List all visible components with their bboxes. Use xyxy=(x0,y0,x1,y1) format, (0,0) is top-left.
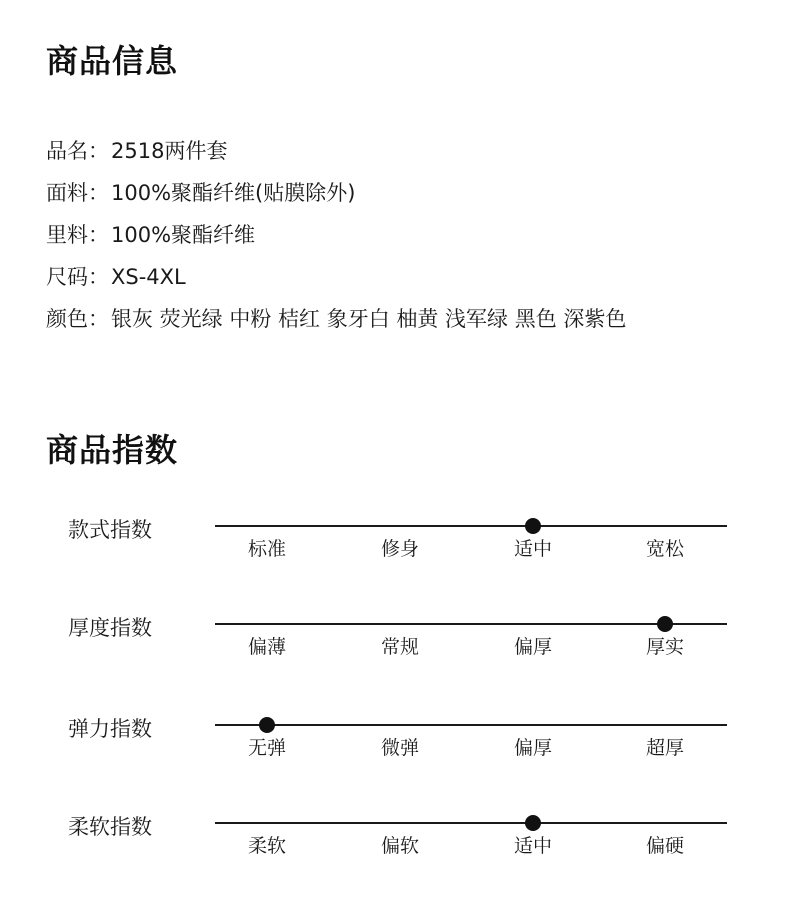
scale-indicator-dot xyxy=(259,717,275,733)
info-row-size xyxy=(46,256,626,298)
tick-label: 偏软 xyxy=(380,835,419,857)
tick-label: 宽松 xyxy=(645,538,684,560)
info-value: 2518两件套 xyxy=(111,139,228,163)
info-label: 面料 xyxy=(46,181,88,205)
index-row-elasticity xyxy=(0,716,790,786)
tick-label: 适中 xyxy=(513,835,552,857)
tick-label: 修身 xyxy=(380,538,419,560)
tick-label: 超厚 xyxy=(645,737,684,759)
section-title-product-info: 商品信息 xyxy=(46,42,179,80)
section-title-product-index: 商品指数 xyxy=(46,431,179,469)
index-label: 柔软指数 xyxy=(68,815,152,839)
info-value: 银灰 荧光绿 中粉 桔红 象牙白 柚黄 浅军绿 黑色 深紫色 xyxy=(111,307,627,331)
info-separator: ： xyxy=(88,181,109,205)
tick-label: 偏薄 xyxy=(247,636,286,658)
info-value: 100%聚酯纤维(贴膜除外) xyxy=(111,181,356,205)
index-row-softness xyxy=(0,814,790,884)
tick-label: 常规 xyxy=(380,636,419,658)
scale-line xyxy=(215,822,727,824)
info-value: XS-4XL xyxy=(111,265,186,289)
tick-label: 柔软 xyxy=(247,835,286,857)
tick-label: 偏厚 xyxy=(513,636,552,658)
tick-label: 偏硬 xyxy=(645,835,684,857)
index-row-style xyxy=(0,517,790,587)
scale-line xyxy=(215,525,727,527)
info-value: 100%聚酯纤维 xyxy=(111,223,256,247)
info-row-fabric xyxy=(46,172,626,214)
tick-label: 无弹 xyxy=(247,737,286,759)
info-separator: ： xyxy=(88,307,109,331)
index-label: 弹力指数 xyxy=(68,717,152,741)
tick-label: 微弹 xyxy=(380,737,419,759)
tick-label: 厚实 xyxy=(645,636,684,658)
scale-indicator-dot xyxy=(525,518,541,534)
tick-label: 适中 xyxy=(513,538,552,560)
info-label: 颜色 xyxy=(46,307,88,331)
info-label: 品名 xyxy=(46,139,88,163)
info-row-lining xyxy=(46,214,626,256)
product-info-list xyxy=(46,130,626,340)
scale-line xyxy=(215,623,727,625)
info-separator: ： xyxy=(88,265,109,289)
index-label: 厚度指数 xyxy=(68,616,152,640)
index-row-thickness xyxy=(0,615,790,685)
info-separator: ： xyxy=(88,139,109,163)
tick-label: 偏厚 xyxy=(513,737,552,759)
info-label: 尺码 xyxy=(46,265,88,289)
index-label: 款式指数 xyxy=(68,518,152,542)
info-row-colors xyxy=(46,298,626,340)
scale-indicator-dot xyxy=(525,815,541,831)
scale-indicator-dot xyxy=(657,616,673,632)
info-label: 里料 xyxy=(46,223,88,247)
info-row-name xyxy=(46,130,626,172)
scale-line xyxy=(215,724,727,726)
tick-label: 标准 xyxy=(247,538,286,560)
info-separator: ： xyxy=(88,223,109,247)
